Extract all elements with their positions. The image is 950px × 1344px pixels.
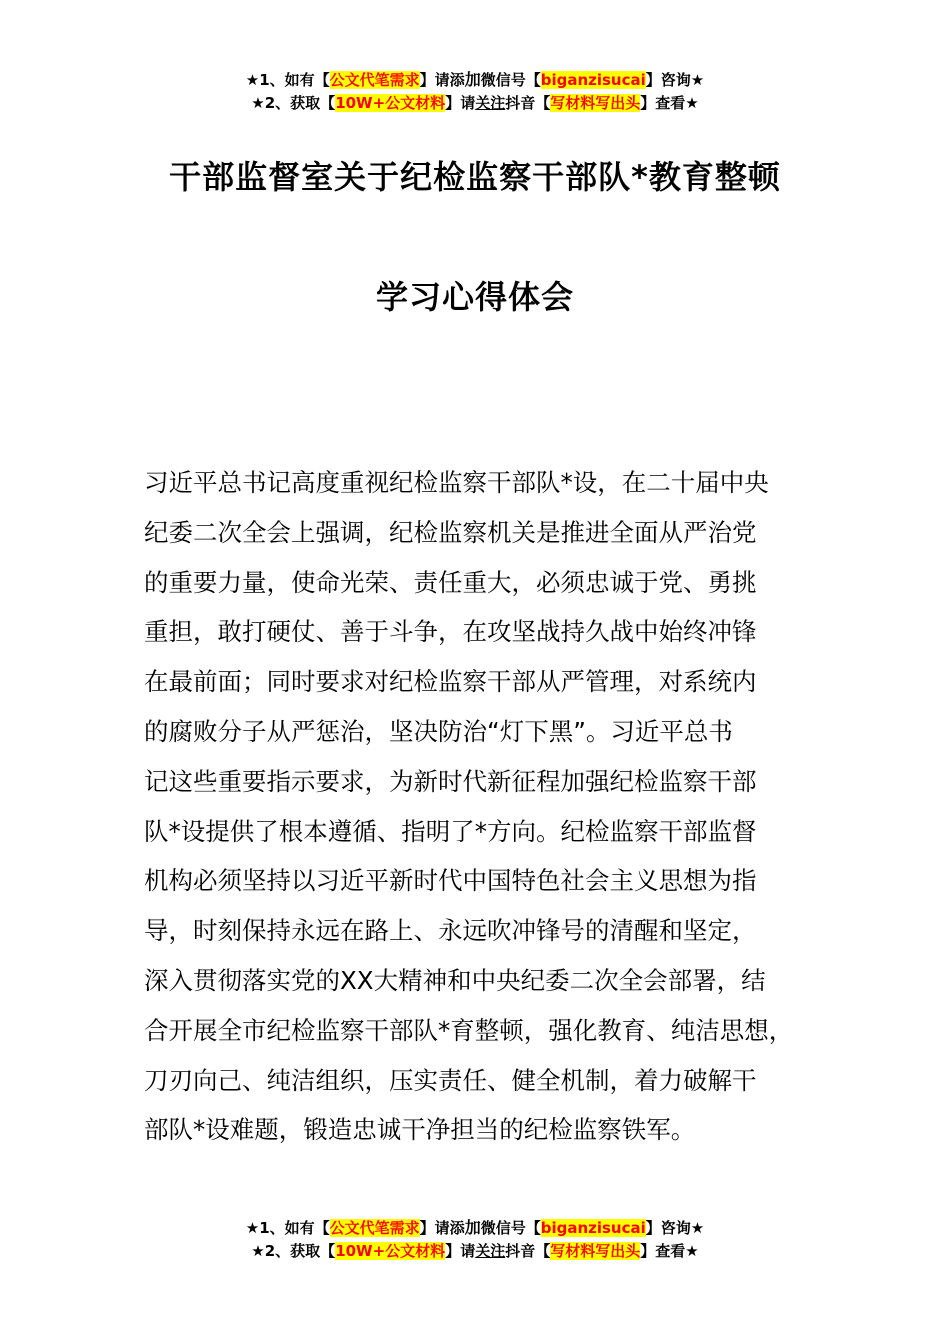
banner-text: 抖音【 <box>505 1242 551 1260</box>
banner-text: 加 <box>464 1218 481 1237</box>
document-title-line-2: 学习心得体会 <box>375 278 574 316</box>
highlight-tag: 公文代笔需求 <box>329 1219 420 1237</box>
banner-text: 】请 <box>445 1242 476 1260</box>
body-line: 深入贯彻落实党的XX大精神和中央纪委二次全会部署，结 <box>144 965 766 995</box>
banner-line-2 <box>0 1240 950 1263</box>
body-line: 的重要力量，使命光荣、责任重大，必须忠诚于党、勇挑 <box>144 567 757 597</box>
body-line: 记这些重要指示要求，为新时代新征程加强纪检监察干部 <box>144 766 757 796</box>
banner-text: 关注 <box>475 1242 506 1260</box>
banner-line-1 <box>0 68 950 92</box>
body-line: 纪委二次全会上强调，纪检监察机关是推进全面从严治党 <box>144 517 757 547</box>
banner-text: 】查看★ <box>640 1242 699 1260</box>
banner-text: 】咨询★ <box>645 71 705 89</box>
banner-line-2 <box>0 92 950 115</box>
banner-text: 】请添 <box>419 71 465 89</box>
body-line: 习近平总书记高度重视纪检监察干部队*设，在二十届中央 <box>144 468 769 497</box>
body-line: 重担，敢打硬仗、善于斗争，在攻坚战持久战中始终冲锋 <box>144 617 757 647</box>
banner-text: ★2、获取【 <box>251 94 336 112</box>
banner-text: 抖音【 <box>505 94 551 112</box>
highlight-tag: 10W+公文材料 <box>335 1242 446 1260</box>
douyin-highlight: 写材料写出头 <box>550 94 641 112</box>
banner-text: 微信号【 <box>480 71 541 89</box>
banner-text: 加 <box>464 70 481 89</box>
document-title-line-1: 干部监督室关于纪检监察干部队*教育整顿 <box>169 158 781 196</box>
footer-banner <box>0 1216 950 1263</box>
body-paragraph <box>144 458 834 1155</box>
wechat-id-highlight: biganzisucai <box>540 71 646 89</box>
banner-text: 】请 <box>445 94 476 112</box>
body-line: 合开展全市纪检监察干部队*育整顿，强化教育、纯洁思想， <box>144 1015 794 1045</box>
banner-text: 】查看★ <box>640 94 699 112</box>
body-line: 部队*设难题，锻造忠诚干净担当的纪检监察铁军。 <box>144 1115 696 1145</box>
body-line: 导，时刻保持永远在路上、永远吹冲锋号的清醒和坚定， <box>144 916 757 946</box>
banner-text: ★2、获取【 <box>251 1242 336 1260</box>
banner-text: 】咨询★ <box>645 1219 705 1237</box>
body-line: 队*设提供了根本遵循、指明了*方向。纪检监察干部监督 <box>144 816 757 846</box>
body-line: 机构必须坚持以习近平新时代中国特色社会主义思想为指 <box>144 866 757 896</box>
wechat-id-highlight: biganzisucai <box>540 1219 646 1237</box>
douyin-highlight: 写材料写出头 <box>550 1242 641 1260</box>
banner-text: ★1、如有【 <box>245 71 330 89</box>
body-line: 刀刃向己、纯洁组织，压实责任、健全机制，着力破解干 <box>144 1065 757 1095</box>
highlight-tag: 公文代笔需求 <box>329 71 420 89</box>
banner-text: ★1、如有【 <box>245 1219 330 1237</box>
banner-text: 关注 <box>475 94 506 112</box>
banner-text: 微信号【 <box>480 1219 541 1237</box>
body-line: 在最前面；同时要求对纪检监察干部从严管理，对系统内 <box>144 667 757 697</box>
banner-text: 】请添 <box>419 1219 465 1237</box>
body-line: 的腐败分子从严惩治，坚决防治“灯下黑”。习近平总书 <box>144 716 733 746</box>
header-banner <box>0 68 950 115</box>
highlight-tag: 10W+公文材料 <box>335 94 446 112</box>
banner-line-1 <box>0 1216 950 1240</box>
